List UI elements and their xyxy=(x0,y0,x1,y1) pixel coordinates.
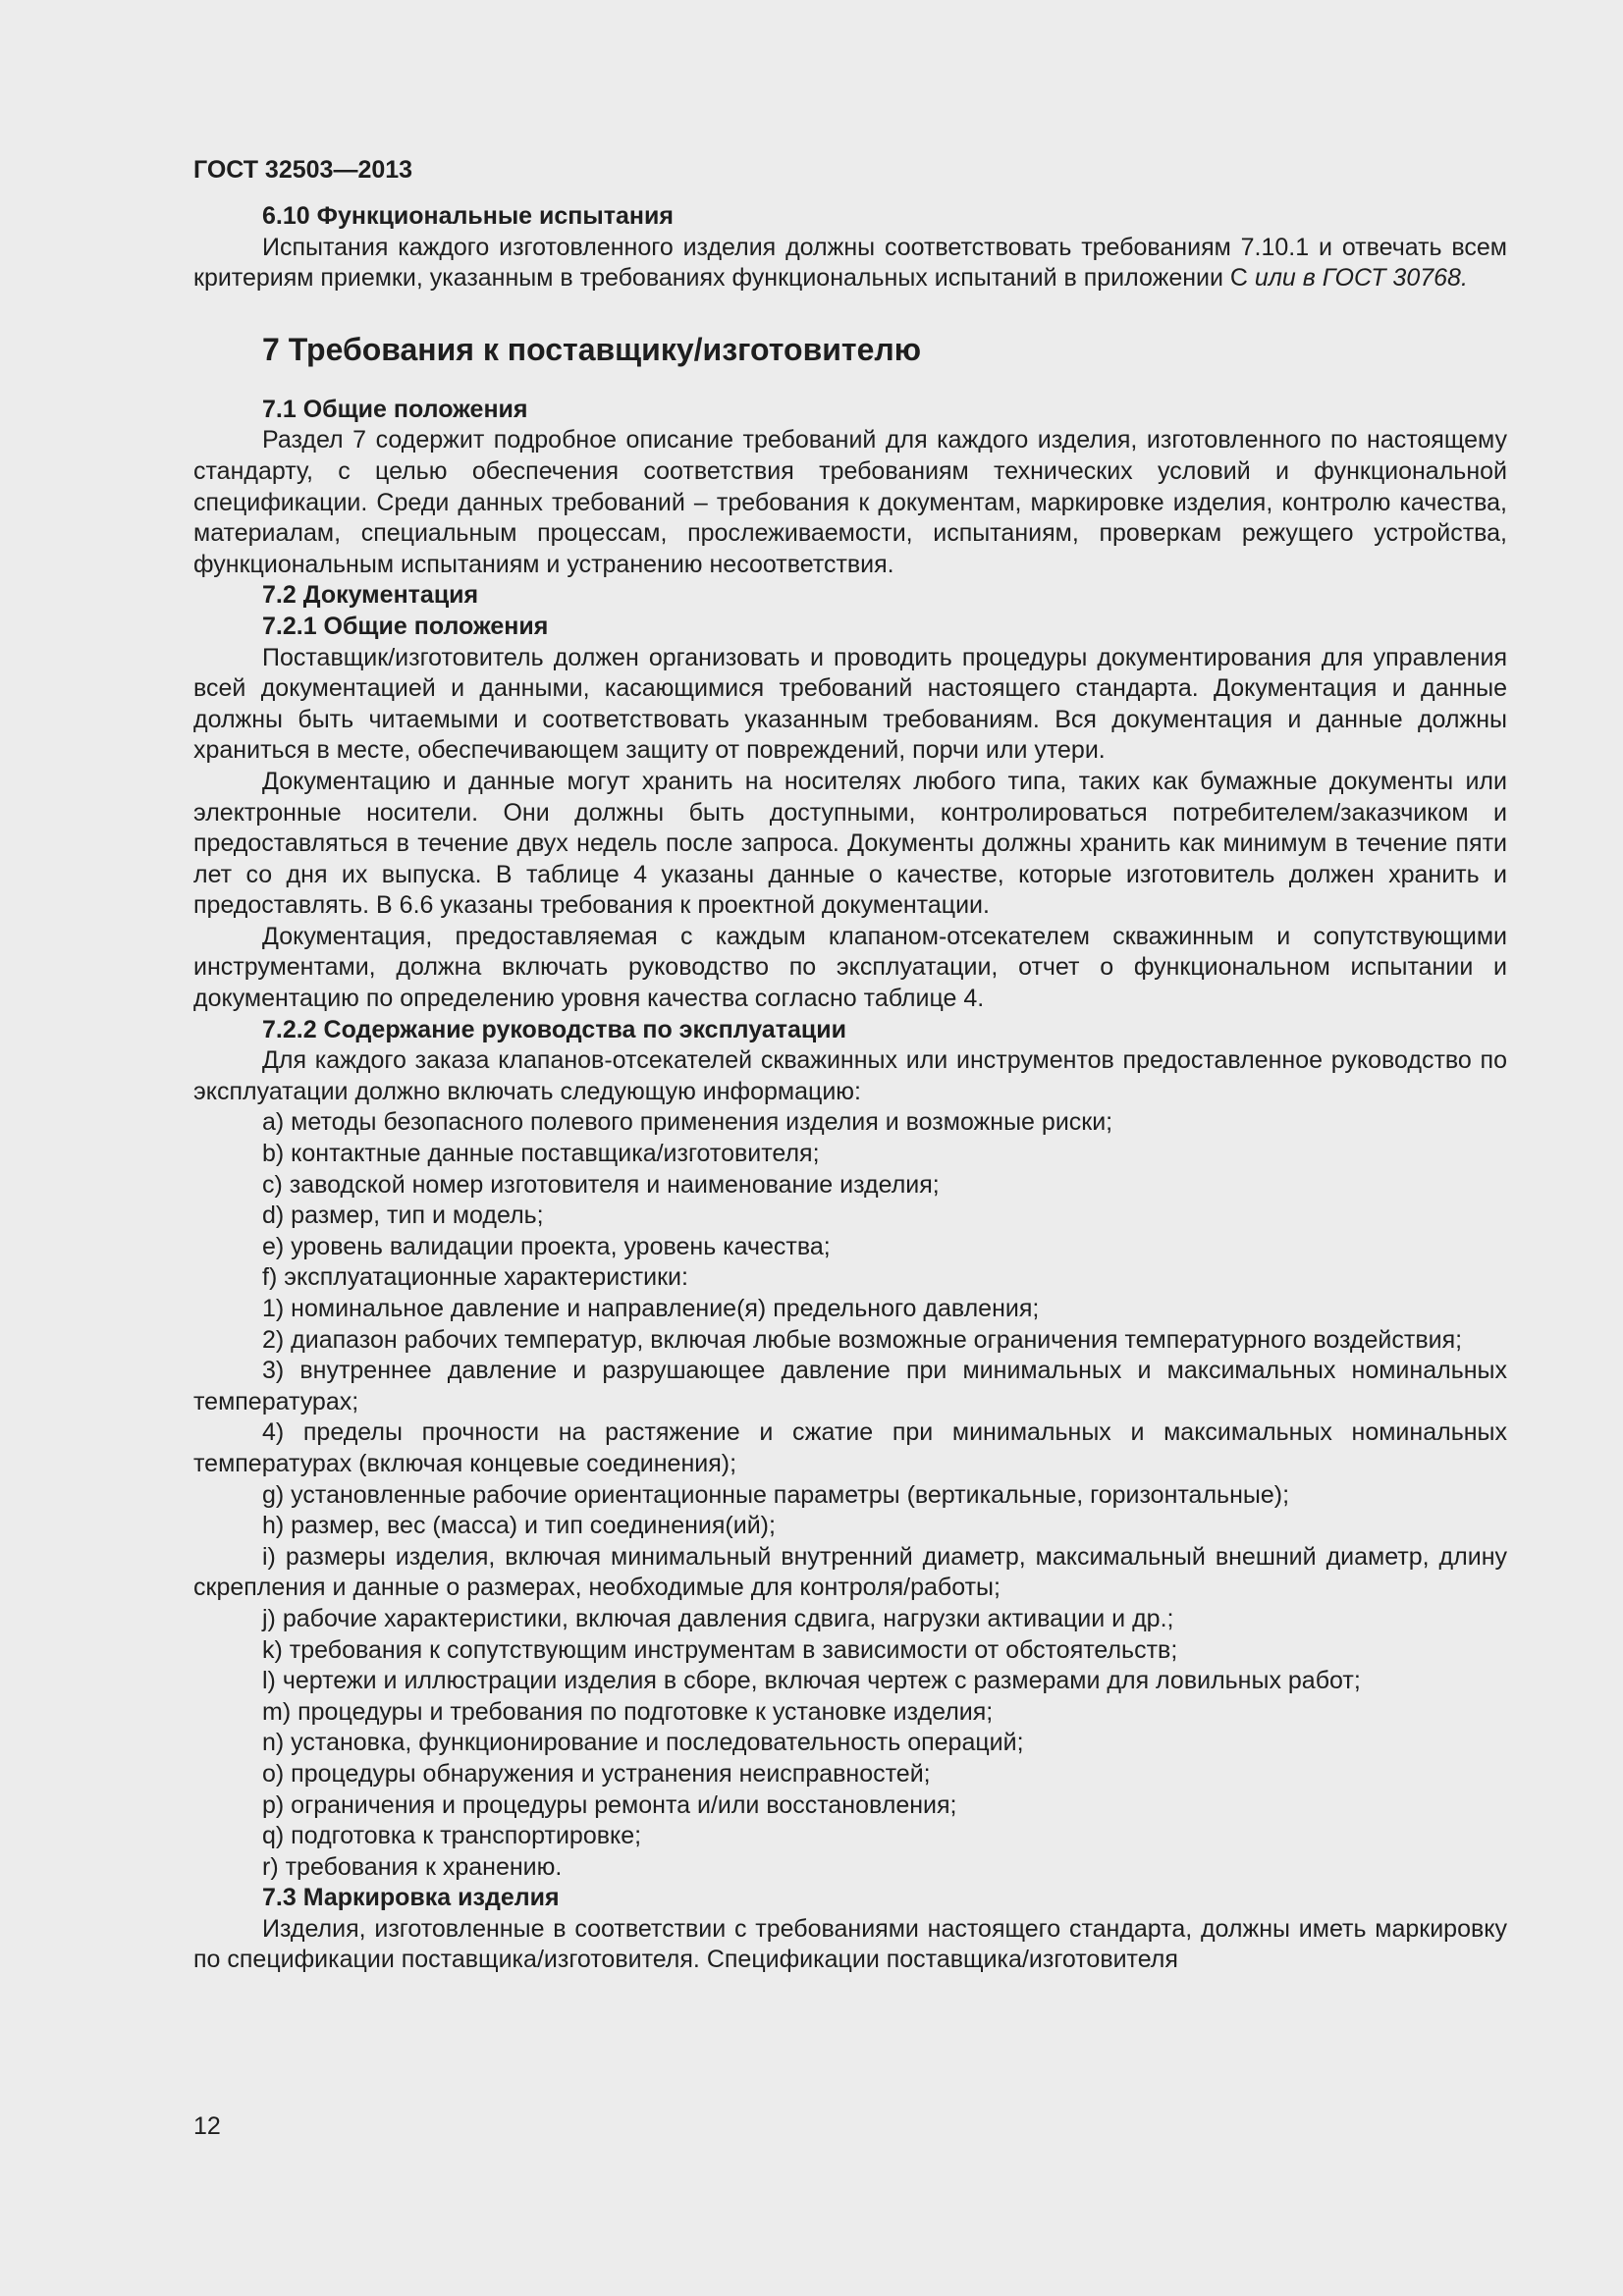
document-body xyxy=(193,201,1507,1976)
document-header: ГОСТ 32503—2013 xyxy=(193,156,413,184)
list-item-k: k) требования к сопутствующим инструментам в зависимости от обстоятельств; xyxy=(262,1635,1178,1664)
list-item-l: l) чертежи и иллюстрации изделия в сборе, включая чертеж с размерами для ловильных работ; xyxy=(262,1667,1361,1695)
list-item-h: h) размер, вес (масса) и тип соединения(ий); xyxy=(262,1512,776,1540)
section-7-2-1-heading: 7.2.1 Общие положения xyxy=(262,612,549,640)
section-7-3-heading: 7.3 Маркировка изделия xyxy=(262,1884,560,1912)
section-6-10-heading: 6.10 Функциональные испытания xyxy=(262,202,674,230)
list-item-f-2: 2) диапазон рабочих температур, включая любые возможные ограничения температурного воздействия; xyxy=(262,1325,1463,1354)
section-7-1-text: Раздел 7 содержит подробное описание требований для каждого изделия, изготовленного по настоящему стандарту, с целью обеспечения соответствия требованиям технических условий и функциональной спецификации. Среди данных требований – требования к документам, маркировке изделия, контролю качества, материалам, специальным процессам, прослеживаемости, испытаниям, проверкам режущего устройства, функциональным испытаниям и устранению несоответствия. xyxy=(193,426,1507,578)
list-item-b: b) контактные данные поставщика/изготовителя; xyxy=(262,1140,820,1168)
list-item-d: d) размер, тип и модель; xyxy=(262,1201,544,1230)
list-item-f-4: 4) пределы прочности на растяжение и сжатие при минимальных и максимальных номинальных температурах (включая концевые соединения); xyxy=(193,1418,1507,1477)
list-item-g: g) установленные рабочие ориентационные параметры (вертикальные, горизонтальные); xyxy=(262,1480,1290,1509)
section-7-2-1-paragraph-1: Поставщик/изготовитель должен организовать и проводить процедуры документирования для управления всей документацией и данными, касающимися требований настоящего стандарта. Документация и данные должны быть читаемыми и соответствовать указанным требованиям. Вся документация и данные должны храниться в месте, обеспечивающем защиту от повреждений, порчи или утери. xyxy=(193,643,1507,765)
section-6-10-text-italic: или в ГОСТ 30768. xyxy=(1254,264,1468,293)
list-item-a: a) методы безопасного полевого применения изделия и возможные риски; xyxy=(262,1108,1113,1137)
list-item-i: i) размеры изделия, включая минимальный внутренний диаметр, максимальный внешний диаметр, длину скрепления и данные о размерах, необходимые для контроля/работы; xyxy=(193,1542,1507,1602)
list-item-c: c) заводской номер изготовителя и наименование изделия; xyxy=(262,1170,940,1199)
list-item-j: j) рабочие характеристики, включая давления сдвига, нагрузки активации и др.; xyxy=(262,1604,1174,1632)
section-6-10-text-main: Испытания каждого изготовленного изделия должны соответствовать требованиям 7.10.1 и отвечать всем критериям приемки, указанным в требованиях функциональных испытаний в приложении С xyxy=(193,233,1507,293)
section-7-3-text: Изделия, изготовленные в соответствии с требованиями настоящего стандарта, должны иметь маркировку по спецификации поставщика/изготовителя. Спецификации поставщика/изготовителя xyxy=(193,1914,1507,1974)
section-7-2-1-paragraph-2: Документацию и данные могут хранить на носителях любого типа, таких как бумажные документы или электронные носители. Они должны быть доступными, контролироваться потребителем/заказчиком и предоставляться в течение двух недель после запроса. Документы должны хранить как минимум в течение пяти лет со дня их выпуска. В таблице 4 указаны данные о качестве, которые изготовитель должен хранить и предоставлять. В 6.6 указаны требования к проектной документации. xyxy=(193,767,1507,920)
list-item-m: m) процедуры и требования по подготовке к установке изделия; xyxy=(262,1697,994,1726)
list-item-q: q) подготовка к транспортировке; xyxy=(262,1822,642,1850)
section-6-10-text xyxy=(193,233,1507,294)
page-number: 12 xyxy=(193,2112,221,2140)
list-item-f-3: 3) внутреннее давление и разрушающее давление при минимальных и максимальных номинальных температурах; xyxy=(193,1357,1507,1415)
list-item-r: r) требования к хранению. xyxy=(262,1852,563,1881)
section-7-2-2-intro: Для каждого заказа клапанов-отсекателей скважинных или инструментов предоставленное руководство по эксплуатации должно включать следующую информацию: xyxy=(193,1046,1507,1105)
list-item-e: e) уровень валидации проекта, уровень качества; xyxy=(262,1232,831,1260)
section-7-1-heading: 7.1 Общие положения xyxy=(262,395,528,423)
section-7-2-2-heading: 7.2.2 Содержание руководства по эксплуатации xyxy=(262,1015,846,1043)
list-item-f-1: 1) номинальное давление и направление(я) предельного давления; xyxy=(262,1295,1040,1322)
section-7-heading: 7 Требования к поставщику/изготовителю xyxy=(262,331,922,367)
list-item-n: n) установка, функционирование и последовательность операций; xyxy=(262,1729,1024,1757)
list-item-f: f) эксплуатационные характеристики: xyxy=(262,1263,688,1292)
list-item-p: p) ограничения и процедуры ремонта и/или восстановления; xyxy=(262,1790,957,1819)
section-7-2-heading: 7.2 Документация xyxy=(262,581,479,610)
list-item-o: o) процедуры обнаружения и устранения неисправностей; xyxy=(262,1759,931,1788)
section-7-2-1-paragraph-3: Документация, предоставляемая с каждым клапаном-отсекателем скважинным и сопутствующими инструментами, должна включать руководство по эксплуатации, отчет о функциональном испытании и документацию по определению уровня качества согласно таблице 4. xyxy=(193,922,1507,1013)
